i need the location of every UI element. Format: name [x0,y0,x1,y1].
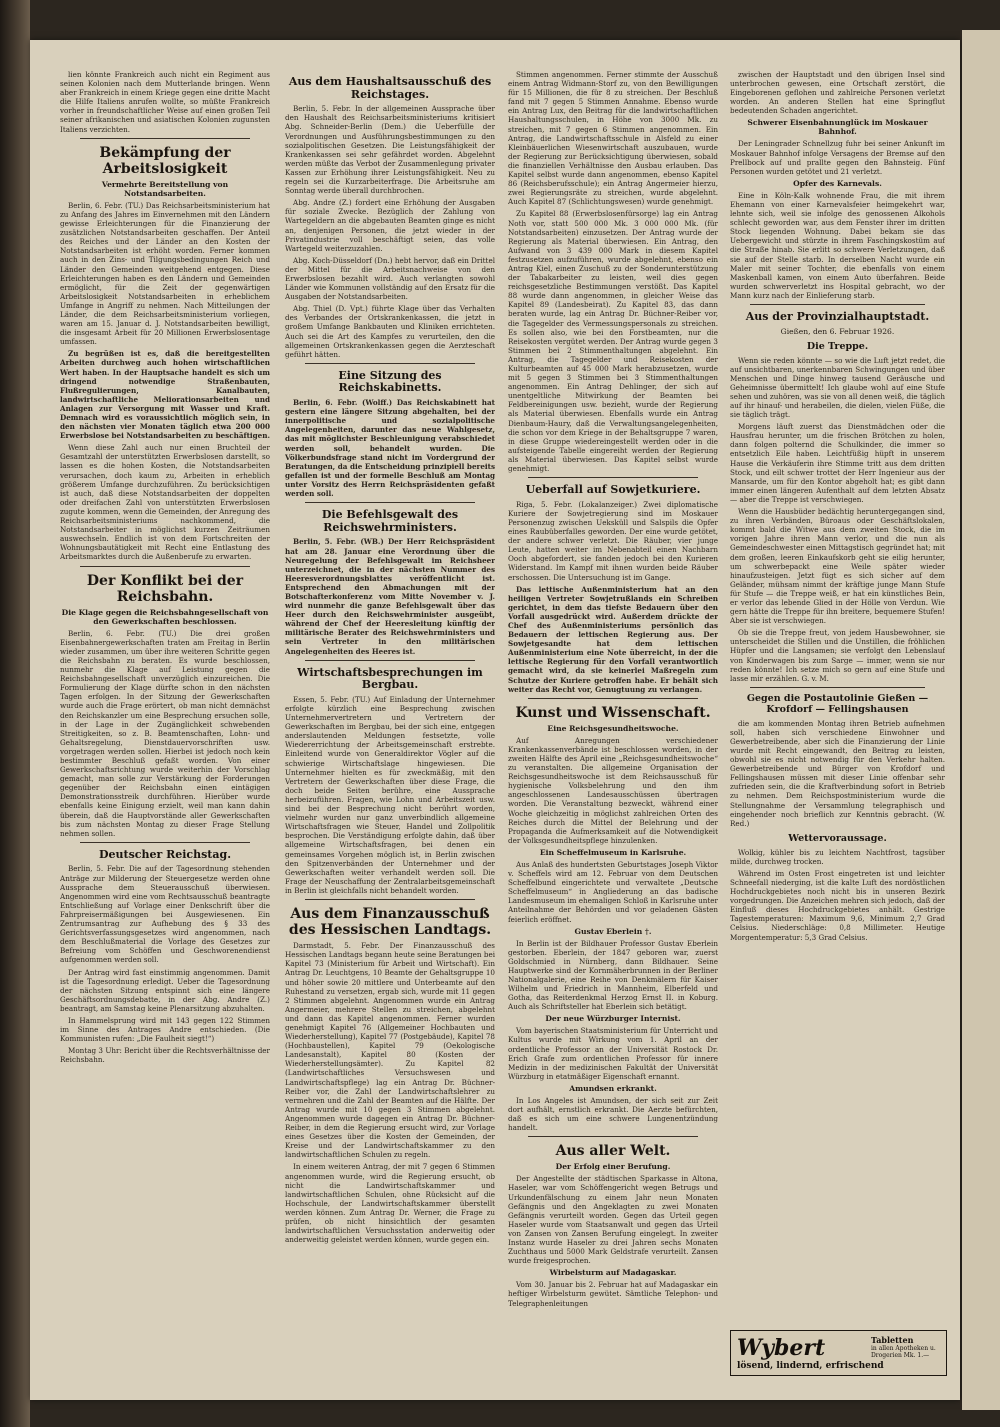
article-text: Zu Kapitel 88 (Erwerbslosenfürsorge) lag ein Antrag Noth vor, statt 500 000 Mk. 3 000 000 Mk. (für Notstandsarbeiten) einzusetzen. Der Antrag wurde der Regierung als Material überwiesen. Ein Antrag, den Aufwand von 3 439 000 Mark in diesem Kapitel festzusetzen aufzuführen, wurde abgelehnt, ebenso ein Antrag Kiel, einen Zuschuß zu der Sonderunterstützung der Tabakarbeiter zu leisten, weil dies gegen reichsgesetzliche Bestimmungen verstößt. Das Kapitel 88 wurde dann angenommen, in gleicher Weise das Kapitel 89 (Landesbeirat). Zu Kapitel 83, das dann beraten wurde, lag ein Antrag Dr. Büchner-Reiber vor, die Tagegelder des Vermessungspersonals zu streichen. Es sollen also, wie bei den Forstbeamten, nur die Reisekosten vergütet werden. Der Antrag wurde gegen 3 Stimmen bei 2 Stimmenthaltungen abgelehnt. Ein Antrag, die Tagegelder und Reisekosten der Kulturbeamten auf 45 000 Mark herabzusetzen, wurde mit 5 gegen 3 Stimmen bei 3 Stimmenthaltungen angenommen. Ein Antrag Dehlinger, der sich auf unentgeltliche Mitwirkung der Beamten bei Feldbereinigungen usw. bezieht, wurde der Regierung als Material überwiesen. Ebenfalls wurde ein Antrag Dienbaum-Haury, daß die Verwaltungsangelegenheiten, die schon vor dem Kriege in der Behaltsgruppe 7 waren, in diese Gruppe wiedereingestellt werden oder in die aufsteigende Tabelle eingereiht werden der Regierung als Material überwiesen. Das Kapitel selbst wurde genehmigt. [508,209,718,474]
divider [80,138,250,139]
subheadline: Der neue Würzburger Internist. [545,1014,681,1024]
divider [750,687,925,688]
divider [80,842,250,843]
article-text: Darmstadt, 5. Febr. Der Finanzausschuß des Hessischen Landtags begann heute seine Beratungen bei Kapitel 73 (Ministerium für Arbeit und Wirtschaft). Ein Antrag Dr. Leuchtgens, 10 Beamte der Gehaltsgruppe 10 und höher sowie 20 mittlere und Unterbeamte auf den Ruhestand zu versetzen, ergab sich, wurde mit 11 gegen 2 Stimmen abgelehnt. Angenommen wurde ein Antrag Angermeier, mehrere Stellen zu streichen, abgelehnt und dann das Kapitel angenommen. Ferner wurden genehmigt Kapitel 76 (Allgemeiner Hochbauten und Wiederherstellung), Kapitel 77 (Postgebäude), Kapitel 78 (Hochbaustellen), Kapitel 79 (Oekologische Landesanstalt), Kapitel 80 (Kosten der Wiederherstellungsämter). Zu Kapitel 82 (Landwirtschaftliches Versuchswesen und Landwirtschaftspflege) lag ein Antrag Dr. Büchner-Reiber vor, die Zahl der Landwirtschaftslehrer zu vermehren und die Zahl der Beamten auf die Hälfte. Der Antrag wurde mit 10 gegen 3 Stimmen abgelehnt. Angenommen wurde dagegen ein Antrag Dr. Büchner-Reiber, in dem die Regierung ersucht wird, zur Vorlage eines Gesetzes über die Kosten der Gemeinden, der Kreise und der Landwirtschaftskammer zu den landwirtschaftlichen Schulen zu regeln. [285,941,495,1160]
subheadline: Der Erfolg einer Berufung. [555,1162,671,1172]
article-text: Der Leningrader Schnellzug fuhr bei seiner Ankunft im Moskauer Bahnhof infolge Versagens der Bremse auf den Prellbock auf und prallte gegen den Bahnsteig. Fünf Personen wurden getötet und 21 verletzt. [730,139,945,176]
headline-bergbau: Wirtschaftsbesprechungen im Bergbau. [297,665,483,692]
article-text: In Los Angeles ist Amundsen, der sich seit zur Zeit dort aufhält, ernstlich erkrankt. Die Aerzte befürchten, daß es sich um eine schwere Lungenentzündung handelt. [508,1095,718,1133]
divider [305,660,475,661]
article-text: Wenn diese Zahl auch nur einen Bruchteil der Gesamtzahl der unterstützten Erwerbslosen darstellt, so lassen es die hohen Kosten, die Notstandsarbeiten verursachen, doch kaum zu, Arbeiten in erheblich größerem Umfange durchzuführen. Zu berücksichtigen ist auch, daß diese Notstandsarbeiten der doppelten oder dreifachen Zahl von unterstützten Erwerbslosen zugute kommen, wenn die Gemeinden, der Anregung des Reichsarbeitsministeriums nachkommend, die Notstandsarbeiter in möglichst kurzen Zeiträumen auswechseln. Endlich ist von dem Fortschreiten der Wohnungsbautätigkeit mit Recht eine Entlastung des Arbeitsmarktes durch die Außenberufe zu erwarten. [60,443,270,562]
subheadline: Ein Scheffelmuseum in Karlsruhe. [539,847,687,857]
article-text: Morgens läuft zuerst das Dienstmädchen oder die Hausfrau herunter, um die frischen Brötchen zu holen, dann folgen polternd die Schulkinder, die immer so entsetzlich Eile haben. Leichtfüßig hüpft in unserem Hause die Verkäuferin ihre Stimme tritt aus dem dritten Stock, und eilt schwer trottet der Herr Ingenieur aus der Mansarde, um für den Kontor abgeholt hat; es gibt dann immer einen längeren Aufenthalt auf dem letzten Absatz — aber die Treppe ist verschwiegen. [730,422,945,504]
article-text: Zu begrüßen ist es, daß die bereitgestellten Arbeiten durchweg auch hohen wirtschaftlichen Wert haben. In der Hauptsache handelt es sich um dringend notwendige Straßenbauten, Flußregulierungen, Kanalbauten, landwirtschaftliche Meliorationsarbeiten und Anlagen zur Versorgung mit Wasser und Kraft. Demnach wird es voraussichtlich möglich sein, in den nächsten vier Monaten täglich etwa 200 000 Erwerbslose bei Notstandsarbeiten zu beschäftigen. [60,349,270,441]
article-text: In einem weiteren Antrag, der mit 7 gegen 6 Stimmen angenommen wurde, wird die Regierung ersucht, ob nicht die Landwirtschaftskammer und landwirtschaftlichen Schulen, ohne Rücksicht auf die Hochschule, der Landwirtschaftskammer überstellt werden können. Zum Antrag Dr. Werner, die Frage zu prüfen, ob nicht hinsichtlich der gesamten landwirtschaftlichen Versuchsstation anderweitig oder anderweitig geleistet werden können, wurde gegen ein. [285,1162,495,1245]
article-text: Wenn die Hausbüder bedächtig heruntergegangen sind, zu ihren Verbänden, Büroaus oder Geschäftslokalen, kommt bald die Witwe aus dem zweiten Stock, die im vorigen Jahre ihren Mann verlor, und die nun als Gemeindeschwester einen Mittagstisch gegründet hat; mit dem großen, leeren Einkaufskorb geht sie eilig herunter, um schwerbepackt eine Weile später wieder hinaufzusteigen. Jetzt fügt es sich sicher auf dem Geländer, mühsam nimmt der kräftige junge Mann Stufe für Stufe — die Treppe weiß, er hat ein künstliches Bein, er verlor das lebende Glied in der Hölle von Verdun. Wie gern hätte die Treppe für ihn breitere, bequemere Stufen! Aber sie ist verschwiegen. [730,507,945,626]
article-text: In Berlin ist der Bildhauer Professor Gustav Eberlein gestorben. Eberlein, der 1847 geboren war, zuerst Goldschmied in Nürnberg, dann Bildhauer. Seine Hauptwerke sind der Kornmäherbrunnen in der Berliner Nationalgalerie, eine Reihe von Denkmälern für Kaiser Wilhelm und Friedrich in Mannheim, Elberfeld und Gotha, das Reiterdenkmal Herzog Ernst II. in Koburg. Auch als Schriftsteller hat Eberlein sich betätigt. [508,938,718,1012]
article-text: Montag 3 Uhr: Bericht über die Rechtsverhältnisse der Reichsbahn. [60,1046,270,1065]
article-text: Ob sie die Treppe freut, von jedem Hausbewohner, sie unterscheidet die Stillen und die Unstillen, die fröhlichen Hüpfer und die Langsamen; sie verfolgt den Lebenslauf von Kinderwagen bis zum Sarge — immer, wenn sie nur reden könnte! Ich setze mich so gern auf eine Stufe und lasse mir erzählen. G. v. M. [730,628,945,683]
divider [750,304,925,305]
article-text: Vom bayerischen Staatsministerium für Unterricht und Kultus wurde mit Wirkung vom 1. April an der ordentliche Professor an der Universität Rostock Dr. Erich Grafe zum ordentlichen Professor für innere Medizin in der medizinischen Fakultät der Universität Würzburg in etatmäßiger Eigenschaft ernannt. [508,1026,718,1081]
headline-kunst-wissenschaft: Kunst und Wissenschaft. [515,704,711,721]
divider [80,566,250,567]
article-text: zwischen der Hauptstadt und den übrigen Insel sind unterbrochen gewesen, eine Ortschaft zerstört, die Eingeborenen geflohen und zahlreiche Personen verletzt worden. An anderen Stellen hat eine Springflut bedeutenden Schaden angerichtet. [730,70,945,116]
article-text: Riga, 5. Febr. (Lokalanzeiger.) Zwei diplomatische Kuriere der Sowjetregierung sind im Moskauer Personenzug zwischen Ueksküll und Salspils die Opfer eines Raubüberfalles geworden. Der eine wurde getötet, der andere schwer verletzt. Die Räuber, vier junge Leute, hatten weiter im Nebenabteil einen Nachbarn Ooch abgefordert, sie fanden jedoch bei den Kurieren Widerstand. Im Kampf mit ihnen wurden beide Räuber erschossen. Die Untersuchung ist im Gange. [508,499,718,582]
subheadline: Amundsen erkrankt. [569,1083,657,1093]
article-text: die am kommenden Montag ihren Betrieb aufnehmen soll, haben sich verschiedene Einwohner und Gewerbetreibende, aber sich die Finanzierung der Linie wurde mit Recht eingewandt, den Beitrag zu leisten, obwohl sie es nicht notwendig für den Verkehr halten. Gewerbetreibende und Bürger von Krofdorf und Fellingshausen müssen mit dieser Linie offenbar sehr zufrieden sein, die die Kraftverbindung sofort in Betrieb zu nehmen. Dem Reichspostministerium wurde die Stellungnahme der Versammlung telegraphisch und eingehender noch brieflich zur Kenntnis gebracht. (W. Red.) [730,718,945,828]
article-text: Essen, 5. Febr. (TU.) Auf Einladung der Unternehmer erfolgte kürzlich eine Besprechung zwischen Unternehmervertretern und Vertretern der Gewerkschaften im Bergbau, bei der sich eine, entgegen anderslautenden Meldungen festsetzte, volle Wiedererrichtung der Arbeitsgemeinschaft erstrebte. Einleitend wurde von Generaldirektor Vögler auf die schwierige Wirtschaftslage hingewiesen. Die Unternehmer hielten es für zweckmäßig, mit den Vertretern der Gewerkschaften über diese Frage, die doch beide Seiten berühre, eine Aussprache herbeizuführen. Fragen, wie Lohn und Arbeitszeit usw. sind bei der Besprechung nicht berührt worden, vielmehr wurden nur ganz unverbindlich allgemeine Wirtschaftsfragen wie Steuer, Handel und Zollpolitik besprochen. Die Verständigung erfolgte dahin, daß über allgemeine Wirtschaftsfragen, bei denen ein gemeinsames Vorgehen möglich ist, in Berlin zwischen den Spitzenverbänden der Unternehmer und der Gewerkschaften weiter verhandelt werden soll. Die Frage der Neuschaffung der Zentralarbeitsgemeinschaft in Berlin ist gleichfalls nicht behandelt worden. [285,694,495,895]
subheadline: Opfer des Karnevals. [793,178,882,188]
headline-provinzialhauptstadt: Aus der Provinzialhauptstadt. [745,309,930,323]
divider [528,698,698,699]
ad-info-body: in allen Apotheken u. Drogerien Mk. 1.— [871,1345,936,1359]
article-text: Berlin, 6. Febr. (TU.) Die drei großen Eisenbahnergewerkschaften traten am Freitag in Berlin wieder zusammen, um über ihre weiteren Schritte gegen die Reichsbahn zu beraten. Es wurde beschlossen, nunmehr die Klage auf Leistung gegen die Reichsbahngesellschaft unverzüglich einzureichen. Die Formulierung der Klage dürfte schon in den nächsten Tagen erfolgen. In der Sitzung der Gewerkschaften wurde auch die Frage erörtert, ob man nicht demnächst den Reichskanzler um eine Besprechung ersuchen solle, in der Lage in der Zugänglichkeit schwebenden Streitigkeiten, so z. B. Beamtenschaften, Lohn- und Gehaltsregelung, Dienstdauervorschriften usw. vorgetragen werden sollen. Hierbei ist jedoch noch kein bestimmter Beschluß gefaßt worden. Von einer Gewerkschaftsrichtung wurde weiterhin der Vorschlag gemacht, man solle zur Verstärkung der Forderungen gegenüber der Reichsbahn einen eintägigen Demonstrationsstreik durchführen. Hierüber wurde ebenfalls keine Einigung erzielt, weil man kann dahin überein, daß die Hauptvorstände aller Gewerkschaften bis zum nächsten Montag zu dieser Frage Stellung nehmen sollen. [60,628,270,838]
ad-info-head: Tabletten [871,1335,914,1345]
article-text: Eine in Köln-Kalk wohnende Frau, die mit ihrem Ehemann von einer Karnevalsfeier heimgekehrt war, lehnte sich, weil sie infolge des genossenen Alkohols schlecht geworden war, aus dem Fenster ihrer im dritten Stock liegenden Wohnung. Dabei bekam sie das Uebergewicht und stürzte in ihrem Faschingskostüm auf die Straße hinab. Sie erlitt so schwere Verletzungen, daß sie auf der Stelle starb. In derselben Nacht wurde ein Maler mit seiner Tochter, die ebenfalls von einem Maskenball kamen, von einem Auto überfahren. Beide wurden schwerverletzt ins Hospital gebracht, wo der Mann kurz nach der Einlieferung starb. [730,190,945,300]
advertisement-wybert [730,1330,947,1376]
headline-reichsbahn: Der Konflikt bei der Reichsbahn. [86,572,244,605]
headline-reichskabinett: Eine Sitzung des Reichskabinetts. [338,368,442,395]
divider [305,502,475,503]
subheadline: Schwerer Eisenbahnunglück im Moskauer Bahnhof. [747,118,928,137]
column-2 [285,70,495,1390]
article-text: Wenn sie reden könnte — so wie die Luft jetzt redet, die auf unsichtbaren, unerkennbaren Schwingungen und über Menschen und Dinge hinweg tausend Geräusche und Geheimnisse übermittelt! Ich glaube wohl auf eine Stufe sehen und zuhören, was sie von all denen weiß, die täglich auf ihr hinauf- und herabeilen, die dielen, vielen Füße, die sie täglich trägt. [730,355,945,420]
subheadline: Eine Reichsgesundheitswoche. [547,723,679,733]
headline-sowjetkuriere: Ueberfall auf Sowjetkuriere. [525,483,701,497]
headline-arbeitslosigkeit: Bekämpfung der Arbeitslosigkeit [99,144,231,177]
article-text: Das lettische Außenministerium hat an den heiligen Vertreter Sowjetrußlands ein Schreiben gerichtet, in dem das tiefste Bedauern über den Vorfall ausgedrückt wird. Außerdem drückte der Chef des Außenministeriums persönlich das Bedauern der lettischen Regierung aus. Der Sowjetgesandte hat dem lettischen Außenministerium eine Note überreicht, in der die lettische Regierung für den Vorfall verantwortlich gemacht wird, da sie keinerlei Maßregeln zum Schutze der Kuriere getroffen habe. Er behält sich weiter das Recht vor, Genugtuung zu verlangen. [508,584,718,694]
book-binding [0,0,30,1427]
divider [305,899,475,900]
divider [528,1136,698,1137]
headline-wettervoraussage: Wettervoraussage. [788,832,887,844]
headline-die-treppe: Die Treppe. [806,340,869,352]
subheadline: Die Klage gegen die Reichsbahngesellschaft von den Gewerkschaften beschlossen. [61,607,269,626]
article-text: lien könnte Frankreich auch nicht ein Regiment aus seinen Kolonien nach dem Mutterlande bringen. Wenn aber Frankreich in einem Kriege gegen eine dritte Macht die Hilfe Italiens anrufen wollte, so müßte Frankreich vorher in freundschaftlicher Weise auf einen großen Teil seiner afrikanischen und asiatischen Kolonien zugunsten Italiens verzichten. [60,70,270,134]
column-1 [60,70,270,1390]
subheadline: Wirbelsturm auf Madagaskar. [549,1268,677,1278]
article-text: Auf Anregungen verschiedener Krankenkassenverbände ist beschlossen worden, in der zweiten Hälfte des April eine „Reichsgesundheitswoche“ zu veranstalten. Die allgemeine Organisation der Reichsgesundheitswoche ist dem Reichsausschuß für hygienische Volksbelehrung und den ihm angeschlossenen Landesausschüssen übertragen worden. Die Veranstaltung bezweckt, während einer Woche gleichzeitig in möglichst zahlreichen Orten des Reiches durch die Mittel der Belehrung und der Propaganda die Aufmerksamkeit auf die Notwendigkeit der Volksgesundheitspflege hinzulenken. [508,735,718,845]
article-text: Berlin, 5. Febr. In der allgemeinen Aussprache über den Haushalt des Reichsarbeitsministeriums kritisiert Abg. Schneider-Berlin (Dem.) die Ueberfülle der Verordnungen und Ausführungsbestimmungen zu den sozialpolitischen Gesetzen. Die Leistungsfähigkeit der Krankenkassen sei sehr gefährdet worden. Abgelehnt werden müßte das Verbot der Zusammenlegung privater Kassen zur Erhöhung ihrer Leistungsfähigkeit. Neu zu regeln sei die Kurzarbeiterfrage. Die Arbeitsruhe am Sonntag werde überall durchbrochen. [285,104,495,196]
subheadline: Gustav Eberlein †. [574,926,652,936]
dateline: Gießen, den 6. Februar 1926. [780,326,895,336]
article-text: Abg. Andre (Z.) fordert eine Erhöhung der Ausgaben für soziale Zwecke. Bezüglich der Zahlung von Wartegeldern an die abgebauten Beamten ginge es nicht an, denjenigen Personen, die jetzt wieder in der Privatindustrie voll beschäftigt seien, das volle Wartegeld weiterzuzahlen. [285,198,495,253]
ad-info [871,1337,941,1359]
article-text: Während im Osten Frost eingetreten ist und leichter Schneefall niederging, ist die kalte Luft des nordöstlichen Hochdruckgebietes noch nicht bis in unseren Bezirk vorgedrungen. Die Anzeichen mehren sich jedoch, daß der Einfluß dieses Hochdruckgebietes anhält. Gestrige Tagestemperaturen: Maximum 9,6, Minimum 2,7 Grad Celsius. Niederschläge: 0,8 Millimeter. Heutige Morgentemperatur: 5,3 Grad Celsius. [730,868,945,942]
headline-reichstag: Deutscher Reichstag. [98,847,232,861]
article-text: In Hammelsprung wird mit 143 gegen 122 Stimmen im Sinne des Antrages Andre entschieden. (Die Kommunisten rufen: „Die Faulheit siegt!“) [60,1015,270,1044]
article-text: Der Angestellte der städtischen Sparkasse in Altona, Haseler, war vom Schöffengericht wegen Betrugs und Urkundenfälschung zu einem Jahr neun Monaten Gefängnis und den Angeklagten zu zwei Monaten Gefängnis verurteilt worden. Gegen das Urteil gegen Haseler wurde vom Staatsanwalt und gegen das Urteil von Zansen von Zansen Berufung eingelegt. In zweiter Instanz wurde Haseler zu drei Jahren sechs Monaten Zuchthaus und 5000 Mark Geldstrafe verurteilt. Zansen wurde freigesprochen. [508,1174,718,1266]
divider [305,363,475,364]
article-text: Abg. Koch-Düsseldorf (Dn.) hebt hervor, daß ein Drittel der Mittel für die Arbeitsnachweise von den Erwerbslosen bezahlt wird. Auch verlangten sowohl Länder wie Kommunen vollständig auf den Ersatz für die Ausgaben der Notstandsarbeiten. [285,255,495,302]
headline-postautolinie: Gegen die Postautolinie Gießen — Krofdorf — Fellingshausen [746,692,929,715]
ad-tagline: lösend, lindernd, erfrischend [737,1361,884,1371]
article-text: Vom 30. Januar bis 2. Februar hat auf Madagaskar ein heftiger Wirbelsturm gewütet. Sämtliche Telephon- und Telegraphenleitungen [508,1280,718,1308]
column-3 [508,70,718,1390]
article-text: Der Antrag wird fast einstimmig angenommen. Damit ist die Tagesordnung erledigt. Ueber die Tagesordnung der nächsten Sitzung entspinnt sich eine längere Geschäftsordnungsdebatte, in der Abg. Andre (Z.) beantragt, am Samstag keine Plenarsitzung abzuhalten. [60,967,270,1013]
article-text: Berlin, 5. Febr. Die auf der Tagesordnung stehenden Anträge zur Milderung der Steuergesetze werden ohne Aussprache dem Steuerausschuß überwiesen. Angenommen wird eine vom Rechtsausschuß beantragte Entschließung auf Vorlage einer Denkschrift über die Fahrpreisermäßigungen bei Ausgewiesenen. Ein Zentrumsantrag zur Aufhebung des § 33 des Gerichtsverfassungsgesetzes wird angenommen, nach dem Beschlußmaterial die Vorlage des Gesetzes zur Befreiung vom Schöffen und Geschworenendienst aufgenommen werden soll. [60,864,270,965]
ad-brand: Wybert [737,1335,826,1361]
article-text: Berlin, 5. Febr. (WB.) Der Herr Reichspräsident hat am 28. Januar eine Verordnung über die Neuregelung der Befehlsgewalt im Reichsheer unterzeichnet, die in der nächsten Nummer des Heeresverordnungsblattes veröffentlicht ist. Entsprechend den Abmachungen mit der Botschafterkonferenz vom Mitte November v. J. wird nunmehr die ganze Befehlsgewalt über das Heer durch den Reichswehrminister ausgeübt, während der Chef der Heeresleitung künftig der militärische Berater des Reichswehrministers und sein Vertreter in den militärischen Angelegenheiten des Heeres ist. [285,537,495,656]
headline-befehlsgewalt: Die Befehlsgewalt des Reichswehrministers. [321,508,459,534]
adjacent-page-edge [962,30,1000,1410]
headline-finanzausschuss: Aus dem Finanzausschuß des Hessischen Landtags. [288,905,492,939]
divider [528,477,698,478]
column-4 [730,70,945,1325]
article-text: Berlin, 6. Febr. (TU.) Das Reichsarbeitsministerium hat zu Anfang des Jahres im Einvernehmen mit den Ländern gewisse Erleichterungen für die Finanzierung der zusätzlichen Notstandsarbeiten geschaffen. Der Anteil des Reiches und der Länder an den Kosten der Notstandsarbeiten ist erhöht worden. Ferner kommen auch in den Zins- und Tilgungsbedingungen Reich und Länder den Gemeinden weitgehend entgegen. Diese Erleichterungen haben es den Ländern und Gemeinden ermöglicht, für die Zeit der gegenwärtigen Arbeitslosigkeit Notstandsarbeiten in erheblichem Umfange in Angriff zu nehmen. Nach Mitteilungen der Länder, die dem Reichsarbeitsministerium vorliegen, waren am 15. Januar d. J. Notstandsarbeiten bewilligt, die insgesamt Arbeit für 20 Millionen Erwerbslosentage umfassen. [60,200,270,347]
article-text: Stimmen angenommen. Ferner stimmte der Ausschuß einem Antrag Widmann-Storf zu, von den Bewilligungen für 15 Millionen, die für 8 zu streichen. Der Beschluß fand mit 7 gegen 5 Stimmen Annahme. Ebenso wurde ein Antrag Lux, den Beitrag für die landwirtschaftlichen Haushaltungsschulen, in Höhe von 3000 Mk. zu streichen, mit 7 gegen 6 Stimmen angenommen. Ein Antrag, die Landwirtschaftsschule in Alsfeld zu einer Kleinbäuerlichen Wiesenwirtschaft auszubauen, wurde der Regierung zur Berücksichtigung überwiesen, sobald die finanziellen Verhältnisse den Ausbau erlauben. Das Kapitel selbst wurde dann angenommen, ebenso Kapitel 86 (Reichsberufsschule); ein Antrag Angermeier hierzu, zwei Regierungsräte zu streichen, wurde abgelehnt. Auch Kapitel 87 (Schlichtungswesen) wurde genehmigt. [508,70,718,207]
article-text: Wolkig, kühler bis zu leichtem Nachtfrost, tagsüber milde, durchweg trocken. [730,847,945,866]
headline-haushaltsausschuss: Aus dem Haushaltsausschuß des Reichstages. [288,75,492,101]
article-text: Aus Anlaß des hundertsten Geburtstages Joseph Viktor v. Scheffels wird am 12. Februar von dem Deutschen Scheffelbund eingerichtete und verwaltete „Deutsche Scheffelmuseum“ in Angliederung an das badische Landesmuseum im ehemaligen Schloß in Karlsruhe unter Anteilnahme der Behörden und vor geladenen Gästen feierlich eröffnet. [508,859,718,924]
article-text: Berlin, 6. Febr. (Wolff.) Das Reichskabinett hat gestern eine längere Sitzung abgehalten, bei der innerpolitische und sozialpolitische Angelegenheiten, darunter das neue Wahlgesetz, das mit möglichster Beschleunigung verabschiedet werden soll, behandelt wurden. Die Völkerbundsfrage stand nicht im Vordergrund der Beratungen, da die Entscheidung prinzipiell bereits gefallen ist und der formelle Beschluß am Montag unter Vorsitz des Herrn Reichspräsidenten gefaßt werden soll. [285,398,495,499]
article-text: Abg. Thiel (D. Vpt.) führte Klage über das Verhalten des Verbandes der Ortskrankenkassen, die jetzt in großem Umfange Bankbauten und Kliniken errichteten. Auch sei die Art des Kampfes zu verurteilen, den die allgemeinen Ortskrankenkassen gegen die Aerzteschaft geführt hätten. [285,304,495,359]
subheadline: Vermehrte Bereitstellung von Notstandsarbeiten. [101,179,229,198]
headline-aus-aller-welt: Aus aller Welt. [555,1143,671,1160]
